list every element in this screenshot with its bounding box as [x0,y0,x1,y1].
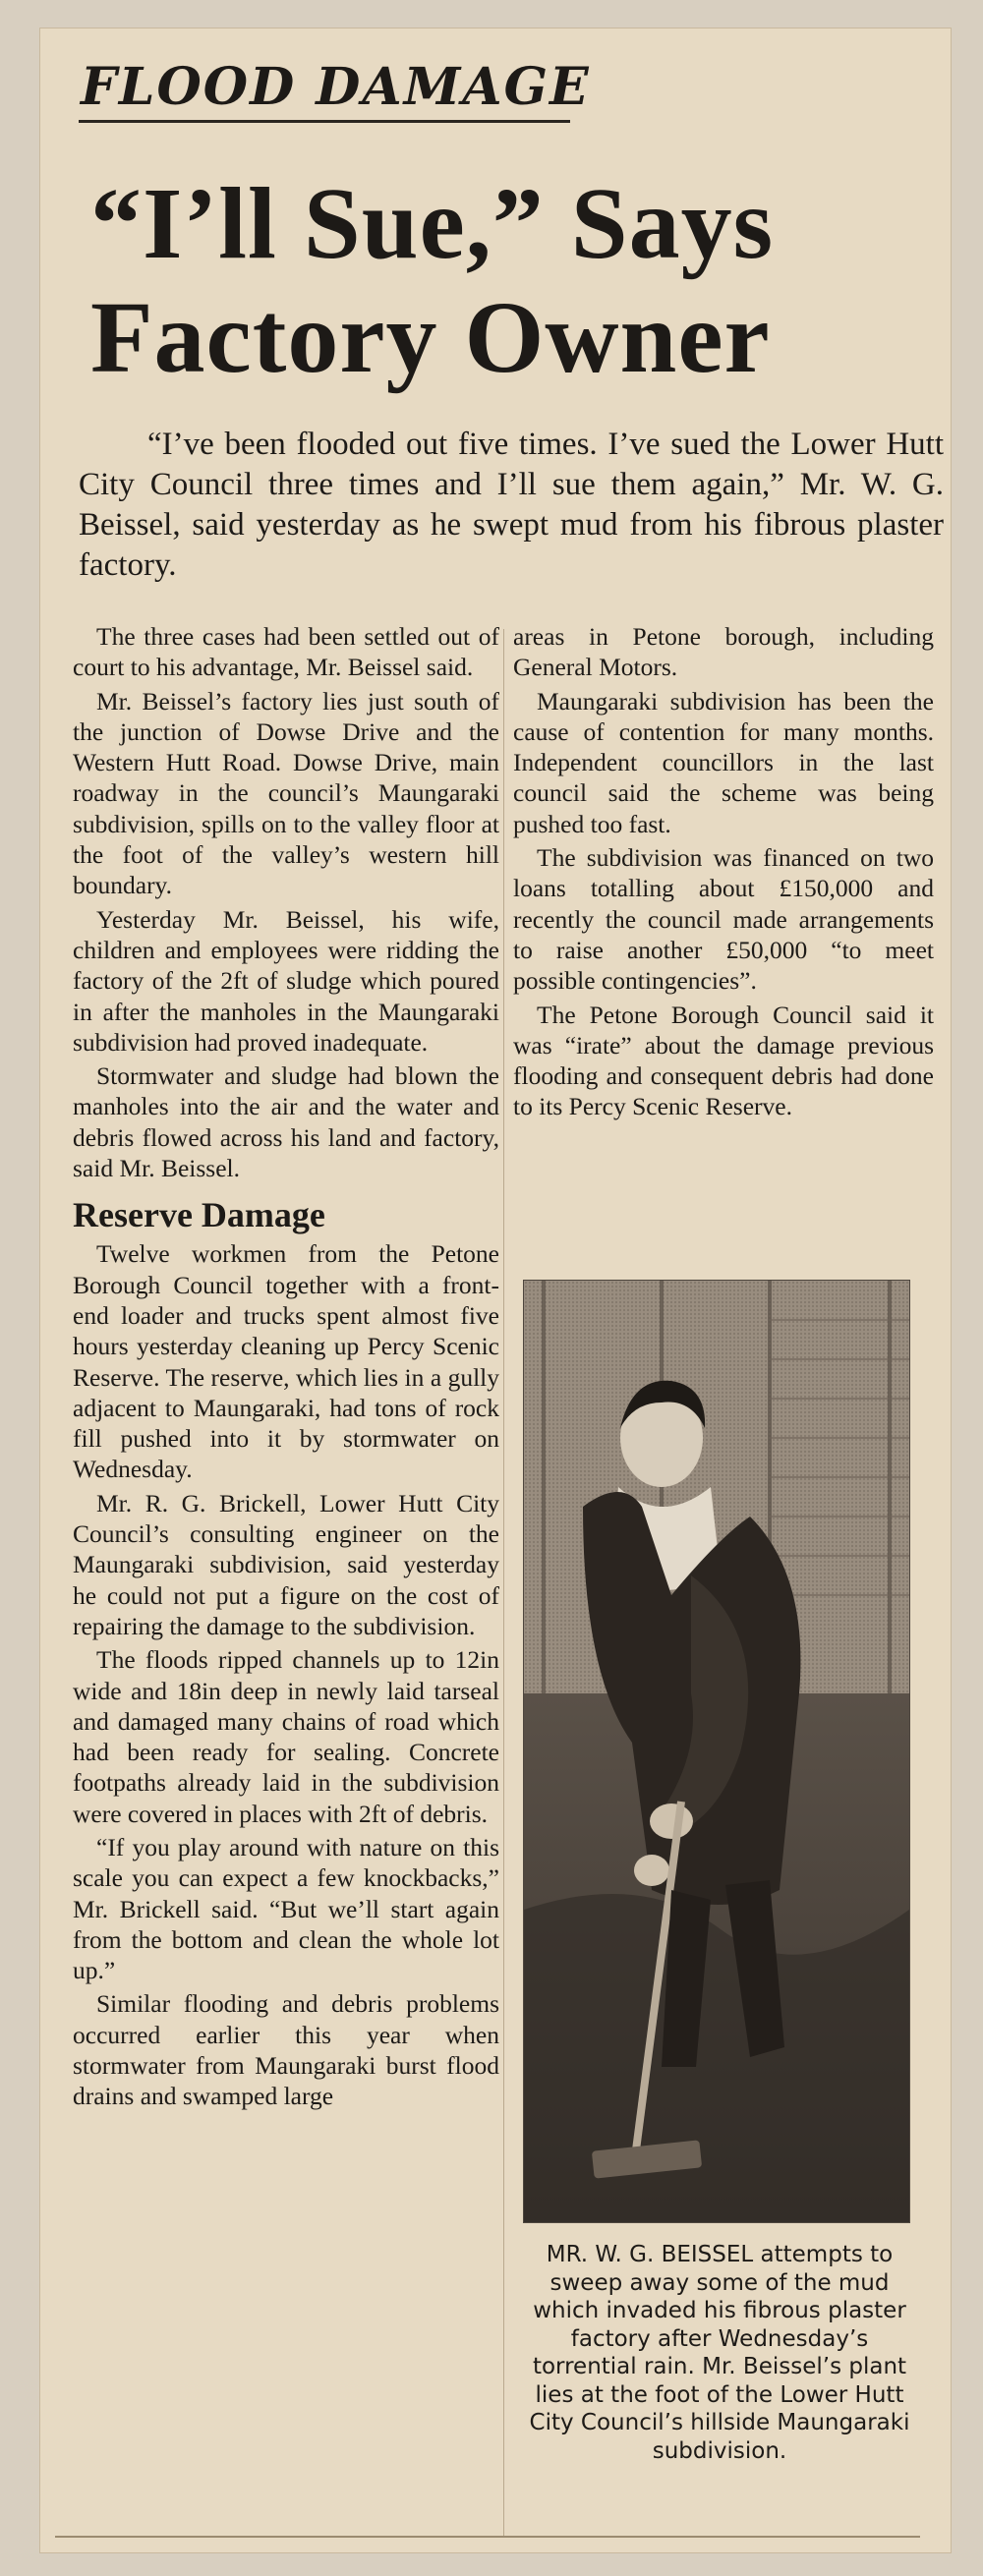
body-paragraph: Maungaraki subdivision has been the cause of contention for many months. Independent councillors in the last council said the scheme was being pushed too fast. [513,686,934,838]
clipping-bottom-edge [55,2536,920,2538]
left-column [73,621,499,2115]
body-paragraph: Similar flooding and debris problems occurred earlier this year when stormwater from Maungaraki burst flood drains and swamped large [73,1989,499,2111]
body-paragraph: The floods ripped channels up to 12in wide and 18in deep in newly laid tarseal and damaged many chains of road which had been ready for sealing. Concrete footpaths already laid in the subdivision were covered in places with 2ft of debris. [73,1645,499,1828]
lede-paragraph: “I’ve been flooded out five times. I’ve sued the Lower Hutt City Council three times and I’ll sue them again,” Mr. W. G. Beissel, said yesterday as he swept mud from his fibrous plaster factory. [79,427,944,583]
body-paragraph: Twelve workmen from the Petone Borough Council together with a front-end loader and trucks spent almost five hours yesterday cleaning up Percy Scenic Reserve. The reserve, which lies in a gully adjacent to Maungaraki, had tons of rock fill pushed into it by stormwater on Wednesday. [73,1239,499,1484]
column-divider [503,629,504,2536]
body-paragraph: The Petone Borough Council said it was “irate” about the damage previous flooding and consequent debris had done to its Percy Scenic Reserve. [513,1000,934,1121]
body-paragraph: areas in Petone borough, including General Motors. [513,622,934,682]
photo-caption: MR. W. G. BEISSEL attempts to sweep away some of the mud which invaded his fibrous plaster factory after Wednesday’s torrential rain. Mr. Beissel’s plant lies at the foot of the Lower Hutt City Council’s hillside Maungaraki subdivision. [529,2242,910,2464]
headline: “I’ll Sue,” Says Factory Owner [90,167,775,394]
right-column [513,621,934,1125]
subhead-reserve-damage: Reserve Damage [73,1195,325,1235]
body-paragraph: Mr. R. G. Brickell, Lower Hutt City Council’s consulting engineer on the Maungaraki subdivision, said yesterday he could not put a figure on the cost of repairing the damage to the subdivision. [73,1488,499,1640]
body-paragraph: The three cases had been settled out of court to his advantage, Mr. Beissel said. [73,622,499,682]
photo-illustration [524,1281,909,2222]
body-paragraph: Mr. Beissel’s factory lies just south of the junction of Dowse Drive and the Western Hutt Road. Dowse Drive, main roadway in the council’s Maungaraki subdivision, spills on to the valley floor at the foot of the valley’s western hill boundary. [73,686,499,900]
body-paragraph: Yesterday Mr. Beissel, his wife, children and employees were ridding the factory of the 2ft of sludge which poured in after the manholes in the Maungaraki subdivision had proved inadequate. [73,904,499,1057]
body-paragraph: Stormwater and sludge had blown the manholes into the air and the water and debris flowed across his land and factory, said Mr. Beissel. [73,1061,499,1183]
kicker-underline [79,120,570,123]
news-photo [523,1280,910,2223]
body-paragraph: The subdivision was financed on two loans totalling about £150,000 and recently the council made arrangements to raise another £50,000 “to meet possible contingencies”. [513,843,934,996]
kicker-label: FLOOD DAMAGE [81,57,591,117]
body-paragraph: “If you play around with nature on this scale you can expect a few knockbacks,” Mr. Brickell said. “But we’ll start again from the bottom and clean the whole lot up.” [73,1832,499,1985]
